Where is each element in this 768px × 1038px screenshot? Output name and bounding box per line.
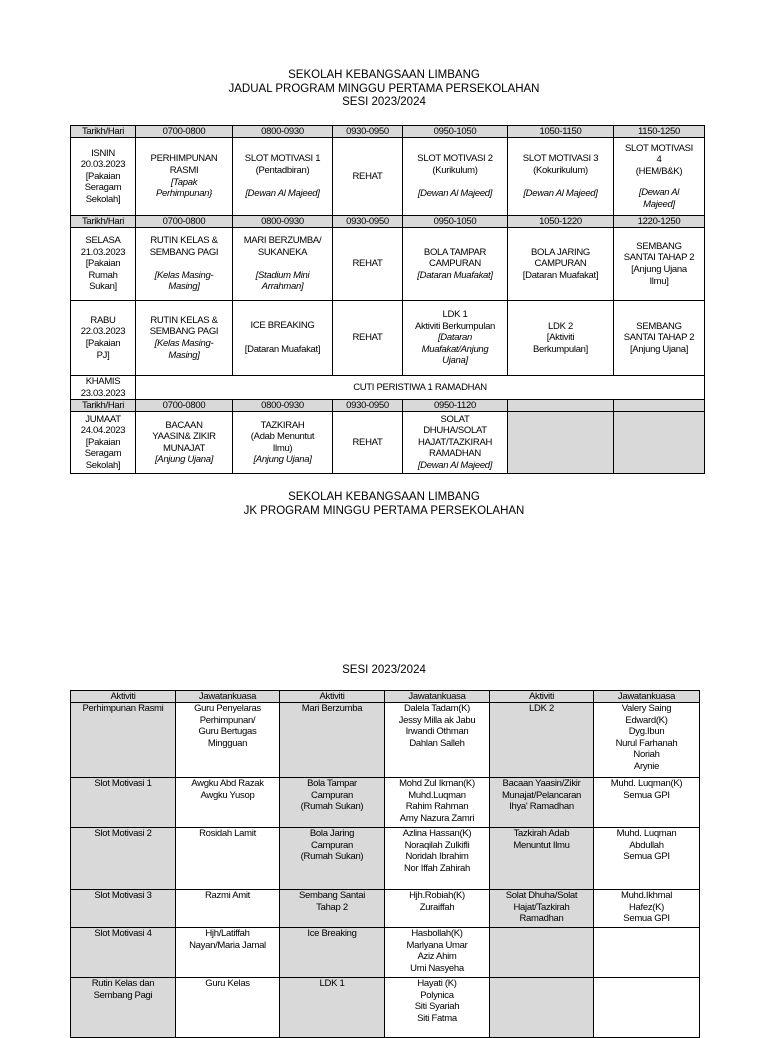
committee-cell: Hjh.Robiah(K) Zuraiffah [385, 890, 490, 928]
committee-cell: Awgku Abd Razak Awgku Yusop [176, 778, 280, 828]
committee-cell: Mohd Zul Ikman(K) Muhd.Luqman Rahim Rahman Amy Nazura Zamri [385, 778, 490, 828]
activity-text: TAZKIRAH (Adab Menuntut Ilmu) [250, 419, 315, 454]
header-cell: 0930-0950 [333, 126, 403, 138]
activity-cell: BOLA JARING CAMPURAN [Dataran Muafakat] [508, 228, 614, 301]
committee-row [71, 928, 700, 978]
school-name: SEKOLAH KEBANGSAAN LIMBANG [288, 491, 480, 503]
activity-cell: Tazkirah Adab Menuntut Ilmu [490, 828, 594, 890]
activity-cell [136, 138, 233, 216]
header-cell: Aktiviti [71, 691, 176, 703]
committee-row [71, 828, 700, 890]
header-cell: Tarikh/Hari [71, 216, 136, 228]
session-label: SESI 2023/2024 [342, 664, 426, 676]
empty-cell [508, 412, 614, 474]
venue-text: [Dewan Al Majeed] [523, 188, 598, 200]
committee-cell: Muhd. Luqman(K) Semua GPI [594, 778, 700, 828]
break-cell: REHAT [333, 228, 403, 301]
activity-cell: Ice Breaking [280, 928, 385, 978]
header-cell: 0800-0930 [233, 400, 333, 412]
activity-cell [403, 412, 508, 474]
committee-cell: Rosidah Lamit [176, 828, 280, 890]
activity-cell [233, 138, 333, 216]
day-cell: RABU 22.03.2023 [Pakaian PJ] [71, 301, 136, 376]
venue-text: [Dewan Al Majeed] [245, 188, 320, 200]
header-cell: Aktiviti [490, 691, 594, 703]
activity-text: SLOT MOTIVASI 3 (Kokurikulum) [522, 153, 599, 176]
activity-cell: LDK 2 [490, 703, 594, 778]
schedule-row-selasa [71, 228, 705, 301]
header-cell: 1220-1250 [614, 216, 705, 228]
committee-cell: Guru Kelas [176, 978, 280, 1038]
activity-text: RUTIN KELAS & SEMBANG PAGI [149, 235, 219, 258]
activity-text: ICE BREAKING [250, 320, 315, 332]
venue-text: [Tapak Perhimpunan} [155, 176, 213, 200]
activity-cell: Bola Tampar Campuran (Rumah Sukan) [280, 778, 385, 828]
committee-row [71, 978, 700, 1038]
activity-text: BOLA TAMPAR CAMPURAN [423, 246, 487, 270]
activity-cell: Bacaan Yaasin/Zikir Munajat/Pelancaran Ihya' Ramadhan [490, 778, 594, 828]
activity-text: SLOT MOTIVASI 4 (HEM/B&K) [624, 142, 694, 177]
header-cell: 0800-0930 [233, 216, 333, 228]
activity-cell [233, 228, 333, 301]
committee-session [0, 664, 768, 678]
committee-row [71, 890, 700, 928]
schedule-row-khamis [71, 376, 705, 400]
activity-cell [136, 301, 233, 376]
empty-cell [594, 928, 700, 978]
activity-text: RUTIN KELAS & SEMBANG PAGI [149, 314, 219, 338]
header-cell: Jawatankuasa [594, 691, 700, 703]
activity-text: BACAAN YAASIN& ZIKIR MUNAJAT [152, 419, 216, 454]
activity-cell: Bola Jaring Campuran (Rumah Sukan) [280, 828, 385, 890]
activity-cell: LDK 2 [Aktiviti Berkumpulan] [508, 301, 614, 376]
activity-cell: SEMBANG SANTAI TAHAP 2 [Anjung Ujana] [614, 301, 705, 376]
activity-cell [614, 138, 705, 216]
header-cell: 0800-0930 [233, 126, 333, 138]
committee-cell: Muhd. Luqman Abdullah Semua GPI [594, 828, 700, 890]
committee-cell: Hjh/Latiffah Nayan/Maria Jamal [176, 928, 280, 978]
schedule-row-jumaat [71, 412, 705, 474]
activity-cell: Solat Dhuha/Solat Hajat/Tazkirah Ramadhan [490, 890, 594, 928]
header-cell: 0700-0800 [136, 216, 233, 228]
activity-cell [403, 301, 508, 376]
committee-cell: Dalela Tadam(K) Jessy Milla ak Jabu Irwandi Othman Dahlan Salleh [385, 703, 490, 778]
venue-text: [Dataran Muafakat] [417, 269, 493, 281]
header-cell: Jawatankuasa [385, 691, 490, 703]
committee-table [70, 690, 700, 1038]
activity-cell [136, 412, 233, 474]
day-cell: ISNIN 20.03.2023 [Pakaian Seragam Sekolah] [71, 138, 136, 216]
header-cell: 0930-0950 [333, 400, 403, 412]
activity-cell [136, 228, 233, 301]
schedule-header-row [71, 126, 705, 138]
header-cell: 0700-0800 [136, 126, 233, 138]
schedule-table [70, 125, 705, 474]
activity-cell [508, 138, 614, 216]
header-cell: 0930-0950 [333, 216, 403, 228]
committee-cell: Muhd.Ikhmal Hafez(K) Semua GPI [594, 890, 700, 928]
activity-cell: Slot Motivasi 4 [71, 928, 176, 978]
empty-cell [490, 928, 594, 978]
committee-row [71, 703, 700, 778]
header-cell: 0950-1120 [403, 400, 508, 412]
empty-cell [508, 400, 614, 412]
header-cell: 0950-1050 [403, 126, 508, 138]
venue-text: [Kelas Masing- Masing] [154, 269, 214, 293]
header-cell: Tarikh/Hari [71, 400, 136, 412]
activity-cell [233, 301, 333, 376]
venue-text: [Kelas Masing- Masing] [154, 338, 214, 361]
activity-text: SOLAT DHUHA/SOLAT HAJAT/TAZKIRAH RAMADHAN [417, 413, 493, 460]
day-cell: KHAMIS 23.03.2023 [71, 376, 136, 400]
venue-text: [Dewan Al Majeed] [417, 460, 493, 472]
activity-cell: Slot Motivasi 1 [71, 778, 176, 828]
school-name: SEKOLAH KEBANGSAAN LIMBANG [288, 69, 480, 81]
schedule-header-row [71, 216, 705, 228]
activity-cell: SEMBANG SANTAI TAHAP 2 [Anjung Ujana Ilmu] [614, 228, 705, 301]
holiday-note: CUTI PERISTIWA 1 RAMADHAN [136, 376, 705, 400]
venue-text: [Dewan Al Majeed] [417, 188, 493, 200]
activity-cell: Slot Motivasi 3 [71, 890, 176, 928]
venue-text: [Dewan Al Majeed] [638, 187, 680, 210]
activity-cell: LDK 1 [280, 978, 385, 1038]
header-cell: Tarikh/Hari [71, 126, 136, 138]
activity-cell [403, 138, 508, 216]
activity-text: SLOT MOTIVASI 1 (Pentadbiran) [244, 153, 321, 176]
header-cell: Aktiviti [280, 691, 385, 703]
committee-heading [0, 491, 768, 518]
committee-header-row [71, 691, 700, 703]
header-cell: Jawatankuasa [176, 691, 280, 703]
empty-cell [594, 978, 700, 1038]
activity-text: MARI BERZUMBA/ SUKANEKA [243, 235, 322, 258]
venue-text: [Dataran Muafakat/Anjung Ujana] [421, 332, 489, 367]
activity-cell: Sembang Santai Tahap 2 [280, 890, 385, 928]
break-cell: REHAT [333, 412, 403, 474]
activity-cell [233, 412, 333, 474]
day-cell: SELASA 21.03.2023 [Pakaian Rumah Sukan] [71, 228, 136, 301]
venue-text: [Anjung Ujana] [154, 454, 214, 466]
activity-text: SLOT MOTIVASI 2 (Kurikulum) [417, 153, 493, 176]
venue-text: [Anjung Ujana] [253, 454, 312, 466]
session-label: SESI 2023/2024 [342, 96, 426, 108]
activity-cell [403, 228, 508, 301]
day-cell: JUMAAT 24.04.2023 [Pakaian Seragam Sekolah] [71, 412, 136, 474]
activity-text: PERHIMPUNAN RASMI [150, 153, 218, 176]
break-cell: REHAT [333, 138, 403, 216]
committee-cell: Razmi Amit [176, 890, 280, 928]
committee-cell: Azlina Hassan(K) Noraqilah Zulkifli Noridah Ibrahim Nor Iffah Zahirah [385, 828, 490, 890]
header-cell: 1150-1250 [614, 126, 705, 138]
committee-cell: Valery Saing Edward(K) Dyg.Ibun Nurul Farhanah Noriah Arynie [594, 703, 700, 778]
committee-cell: Guru Penyelaras Perhimpunan/ Guru Bertugas Mingguan [176, 703, 280, 778]
venue-text: [Dataran Muafakat] [244, 344, 321, 355]
committee-cell: Hasbollah(K) Marlyana Umar Aziz Ahim Umi Nasyeha [385, 928, 490, 978]
empty-cell [490, 978, 594, 1038]
header-cell: 0700-0800 [136, 400, 233, 412]
activity-cell: Rutin Kelas dan Sembang Pagi [71, 978, 176, 1038]
schedule-row-rabu [71, 301, 705, 376]
header-cell: 1050-1150 [508, 126, 614, 138]
committee-row [71, 778, 700, 828]
activity-text: LDK 1 Aktiviti Berkumpulan [414, 309, 496, 332]
schedule-header-row [71, 400, 705, 412]
venue-text: [Stadium Mini Arrahman] [255, 269, 310, 293]
header-cell: 0950-1050 [403, 216, 508, 228]
committee-cell: Hayati (K) Polynica Siti Syariah Siti Fatma [385, 978, 490, 1038]
header-cell: 1050-1220 [508, 216, 614, 228]
activity-cell: Perhimpunan Rasmi [71, 703, 176, 778]
break-cell: REHAT [333, 301, 403, 376]
empty-cell [614, 400, 705, 412]
activity-cell: Slot Motivasi 2 [71, 828, 176, 890]
activity-cell: Mari Berzumba [280, 703, 385, 778]
schedule-heading [0, 69, 768, 110]
schedule-title: JADUAL PROGRAM MINGGU PERTAMA PERSEKOLAHAN [228, 82, 540, 95]
committee-title: JK PROGRAM MINGGU PERTAMA PERSEKOLAHAN [243, 504, 525, 517]
empty-cell [614, 412, 705, 474]
schedule-row-isnin [71, 138, 705, 216]
